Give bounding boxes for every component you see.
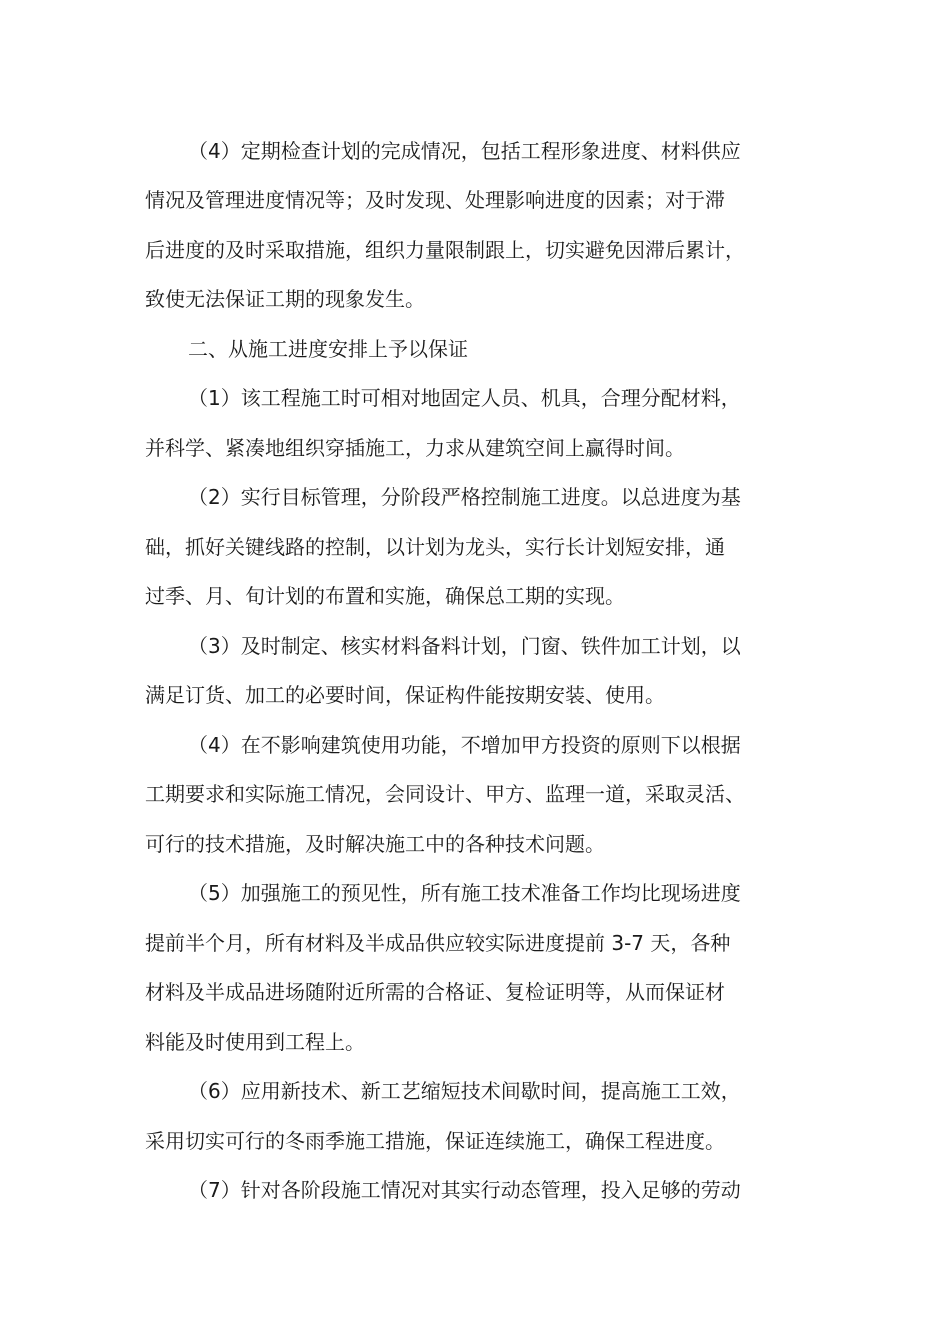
paragraph-line: 料能及时使用到工程上。 bbox=[145, 1030, 365, 1054]
paragraph-line: （4）定期检查计划的完成情况，包括工程形象进度、材料供应 bbox=[188, 139, 741, 163]
paragraph-line: 工期要求和实际施工情况，会同设计、甲方、监理一道，采取灵活、 bbox=[145, 782, 745, 806]
paragraph-line: 采用切实可行的冬雨季施工措施，保证连续施工，确保工程进度。 bbox=[145, 1129, 725, 1153]
paragraph-line: （3）及时制定、核实材料备料计划，门窗、铁件加工计划，以 bbox=[188, 634, 741, 658]
paragraph-line: 过季、月、旬计划的布置和实施，确保总工期的实现。 bbox=[145, 584, 625, 608]
paragraph-line: 并科学、紧凑地组织穿插施工，力求从建筑空间上赢得时间。 bbox=[145, 436, 685, 460]
paragraph-line: （5）加强施工的预见性，所有施工技术准备工作均比现场进度 bbox=[188, 881, 741, 905]
paragraph-line: 础，抓好关键线路的控制，以计划为龙头，实行长计划短安排，通 bbox=[145, 535, 725, 559]
paragraph-line: （7）针对各阶段施工情况对其实行动态管理，投入足够的劳动 bbox=[188, 1178, 741, 1202]
paragraph-line: 材料及半成品进场随附近所需的合格证、复检证明等，从而保证材 bbox=[145, 980, 725, 1004]
paragraph-line: 提前半个月，所有材料及半成品供应较实际进度提前 3-7 天，各种 bbox=[145, 931, 731, 955]
paragraph-line: 满足订货、加工的必要时间，保证构件能按期安装、使用。 bbox=[145, 683, 665, 707]
paragraph-line: 可行的技术措施，及时解决施工中的各种技术问题。 bbox=[145, 832, 605, 856]
section-heading: 二、从施工进度安排上予以保证 bbox=[188, 337, 468, 361]
paragraph-line: 情况及管理进度情况等；及时发现、处理影响进度的因素；对于滞 bbox=[145, 188, 725, 212]
paragraph-line: （1）该工程施工时可相对地固定人员、机具，合理分配材料， bbox=[188, 386, 741, 410]
paragraph-line: 致使无法保证工期的现象发生。 bbox=[145, 287, 425, 311]
paragraph-line: （2）实行目标管理，分阶段严格控制施工进度。以总进度为基 bbox=[188, 485, 741, 509]
paragraph-line: （4）在不影响建筑使用功能，不增加甲方投资的原则下以根据 bbox=[188, 733, 741, 757]
paragraph-line: （6）应用新技术、新工艺缩短技术间歇时间，提高施工工效， bbox=[188, 1079, 741, 1103]
paragraph-line: 后进度的及时采取措施，组织力量限制跟上，切实避免因滞后累计， bbox=[145, 238, 745, 262]
